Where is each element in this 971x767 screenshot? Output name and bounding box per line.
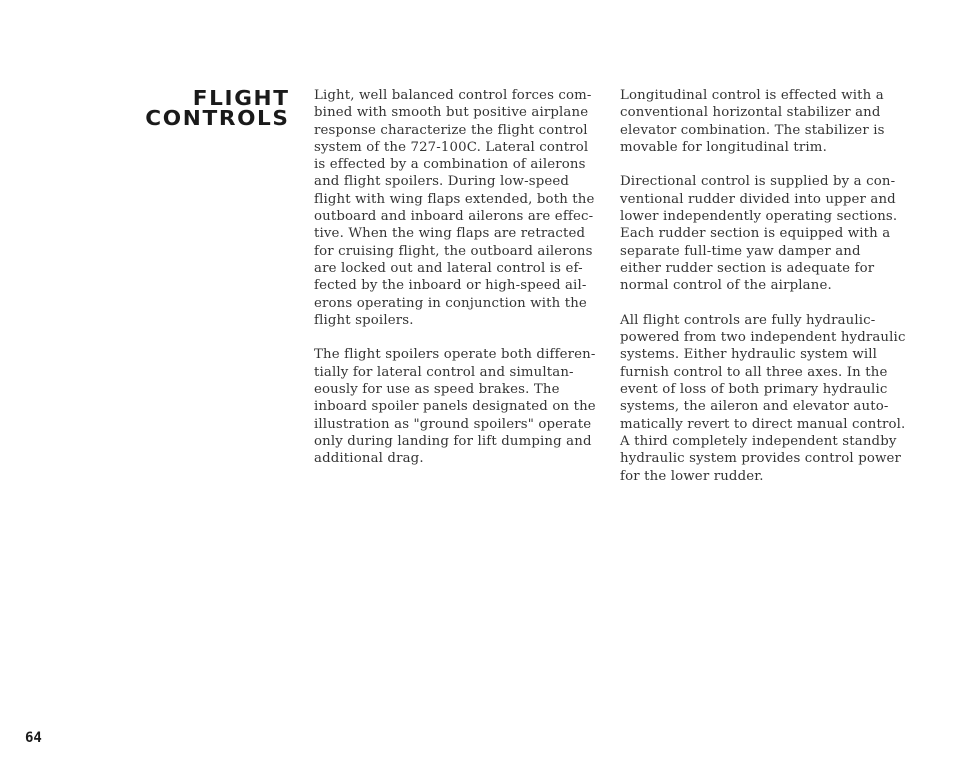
text-line: ventional rudder divided into upper and (620, 191, 896, 207)
text-line: are locked out and lateral control is ef- (314, 260, 583, 276)
left-text-column (314, 87, 606, 485)
text-line: matically revert to direct manual control. (620, 416, 906, 432)
text-line: The flight spoilers operate both differen- (314, 347, 596, 363)
heading-line-2: CONTROLS (145, 106, 290, 130)
text-line: additional drag. (314, 451, 424, 467)
text-line: separate full-time yaw damper and (620, 243, 861, 259)
text-line: systems. Either hydraulic system will (620, 347, 878, 363)
text-line: erons operating in conjunction with the (314, 295, 587, 311)
text-line: event of loss of both primary hydraulic (620, 382, 888, 398)
text-line: system of the 727-100C. Lateral control (314, 139, 589, 155)
text-line: Directional control is supplied by a con- (620, 174, 896, 190)
text-line: flight with wing flaps extended, both the (314, 191, 595, 207)
text-line: fected by the inboard or high-speed ail- (314, 278, 587, 294)
text-line: and flight spoilers. During low-speed (314, 174, 570, 190)
text-line: illustration as "ground spoilers" operate (314, 416, 592, 432)
text-line: elevator combination. The stabilizer is (620, 122, 885, 138)
paragraph (314, 87, 606, 329)
paragraph (620, 87, 914, 156)
text-line: response characterize the flight control (314, 122, 588, 138)
paragraph (620, 312, 914, 485)
text-line: bined with smooth but positive airplane (314, 105, 589, 121)
text-line: eously for use as speed brakes. The (314, 382, 560, 398)
section-heading (145, 86, 290, 130)
text-line: movable for longitudinal trim. (620, 139, 827, 155)
text-line: inboard spoiler panels designated on the (314, 399, 596, 415)
text-line: for cruising flight, the outboard ailerons (314, 243, 593, 259)
text-line: tive. When the wing flaps are retracted (314, 226, 586, 242)
text-line: All flight controls are fully hydraulic- (620, 312, 876, 328)
text-line: is effected by a combination of ailerons (314, 157, 586, 173)
text-line: systems, the aileron and elevator auto- (620, 399, 889, 415)
text-line: normal control of the airplane. (620, 278, 832, 294)
text-line: hydraulic system provides control power (620, 451, 902, 467)
text-line: conventional horizontal stabilizer and (620, 105, 881, 121)
text-line: lower independently operating sections. (620, 209, 898, 225)
text-line: Light, well balanced control forces com- (314, 88, 592, 103)
text-line: A third completely independent standby (620, 433, 897, 449)
text-line: powered from two independent hydraulic (620, 330, 906, 346)
text-line: for the lower rudder. (620, 468, 764, 484)
text-line: outboard and inboard ailerons are effec- (314, 209, 594, 225)
heading-line-1: FLIGHT (193, 86, 290, 110)
text-line: only during landing for lift dumping and (314, 433, 592, 449)
right-text-column (620, 87, 914, 502)
text-line: either rudder section is adequate for (620, 260, 875, 276)
page-number: 64 (25, 730, 42, 746)
paragraph (314, 346, 606, 467)
text-line: Each rudder section is equipped with a (620, 226, 891, 242)
text-line: Longitudinal control is effected with a (620, 88, 884, 103)
text-line: flight spoilers. (314, 312, 414, 328)
text-line: tially for lateral control and simultan- (314, 364, 574, 380)
paragraph (620, 173, 914, 294)
text-line: furnish control to all three axes. In the (620, 364, 888, 380)
